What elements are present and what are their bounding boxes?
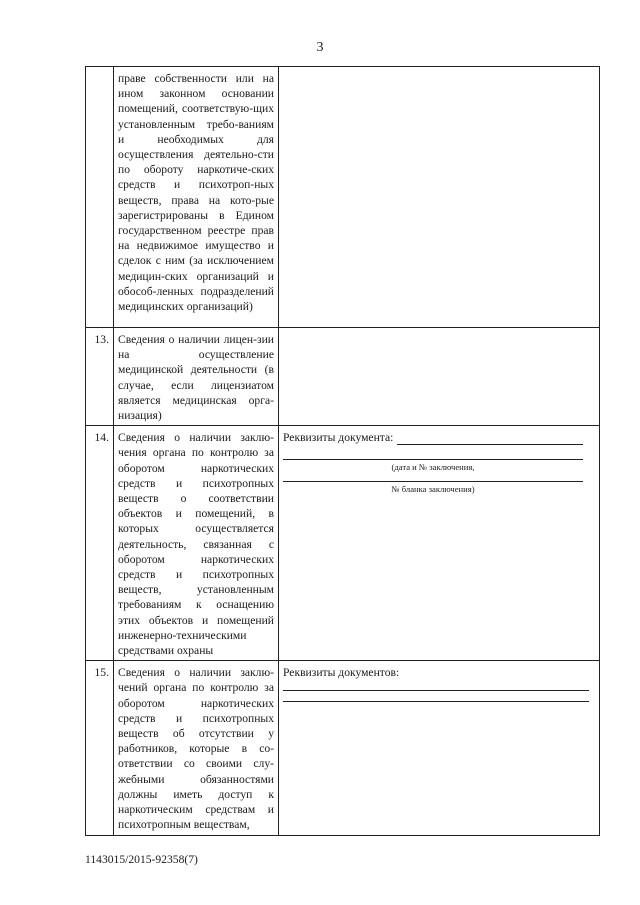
page-number: 3 [316,40,324,55]
table-row [86,328,600,426]
fill-line[interactable] [283,477,583,482]
row-description: Сведения о наличии заклю-чения органа по контролю за оборотом наркотических средств и психотропных веществ о соответствии объектов и помещений, в которых осуществляется деятельность, связанная с оборотом наркотических средств и психотропных веществ, установленным требованиям к оснащению этих объектов и помещений инженерно-техническими средствами охраны [114,426,279,661]
table-row [86,661,600,835]
row-number: 13. [86,328,114,426]
row-description: Сведения о наличии лицен-зии на осуществление медицинской деятельности (в случае, если лицензиатом является медицинская орга-низация) [114,328,279,426]
row-value-cell [279,328,600,426]
row-number [86,67,114,328]
caption-date-number: (дата и № заключения, [391,462,475,473]
requisites-input-line[interactable] [397,431,583,445]
fill-line[interactable] [283,445,583,460]
requisites-line [283,430,595,445]
requisites-cell [279,661,600,835]
fill-line[interactable] [283,680,589,691]
caption-blank-number: № бланка заключения) [391,484,475,495]
requisites-line [283,665,595,680]
row-number: 15. [86,661,114,835]
document-code: 1143015/2015-92358(7) [85,853,198,866]
fill-line[interactable] [283,691,589,702]
row-number: 14. [86,426,114,661]
row-description: праве собственности или на ином законном основании помещений, соответствую-щих установленным требо-ваниям и необходимых для осуществления деятельно-сти по обороту наркотиче-ских средств и психотроп-ных веществ, права на кото-рые зарегистрированы в Едином государственном реестре прав на недвижимое имущество и сделок с ним (за исключением медицин-ских организаций и обособ-ленных подразделений медицинских организаций) [114,67,279,328]
row-value-cell [279,67,600,328]
requisites-label: Реквизиты документа: [283,431,394,445]
table-row [86,426,600,661]
requisites-cell [279,426,600,661]
form-table [85,66,600,836]
table-row [86,67,600,328]
requisites-label: Реквизиты документов: [283,666,400,680]
row-description: Сведения о наличии заклю-чений органа по контролю за оборотом наркотических средств и психотропных веществ об отсутствии у работников, которые в со-ответствии со своими слу-жебными обязанностями должны иметь доступ к наркотическим средствам и психотропным веществам, [114,661,279,835]
